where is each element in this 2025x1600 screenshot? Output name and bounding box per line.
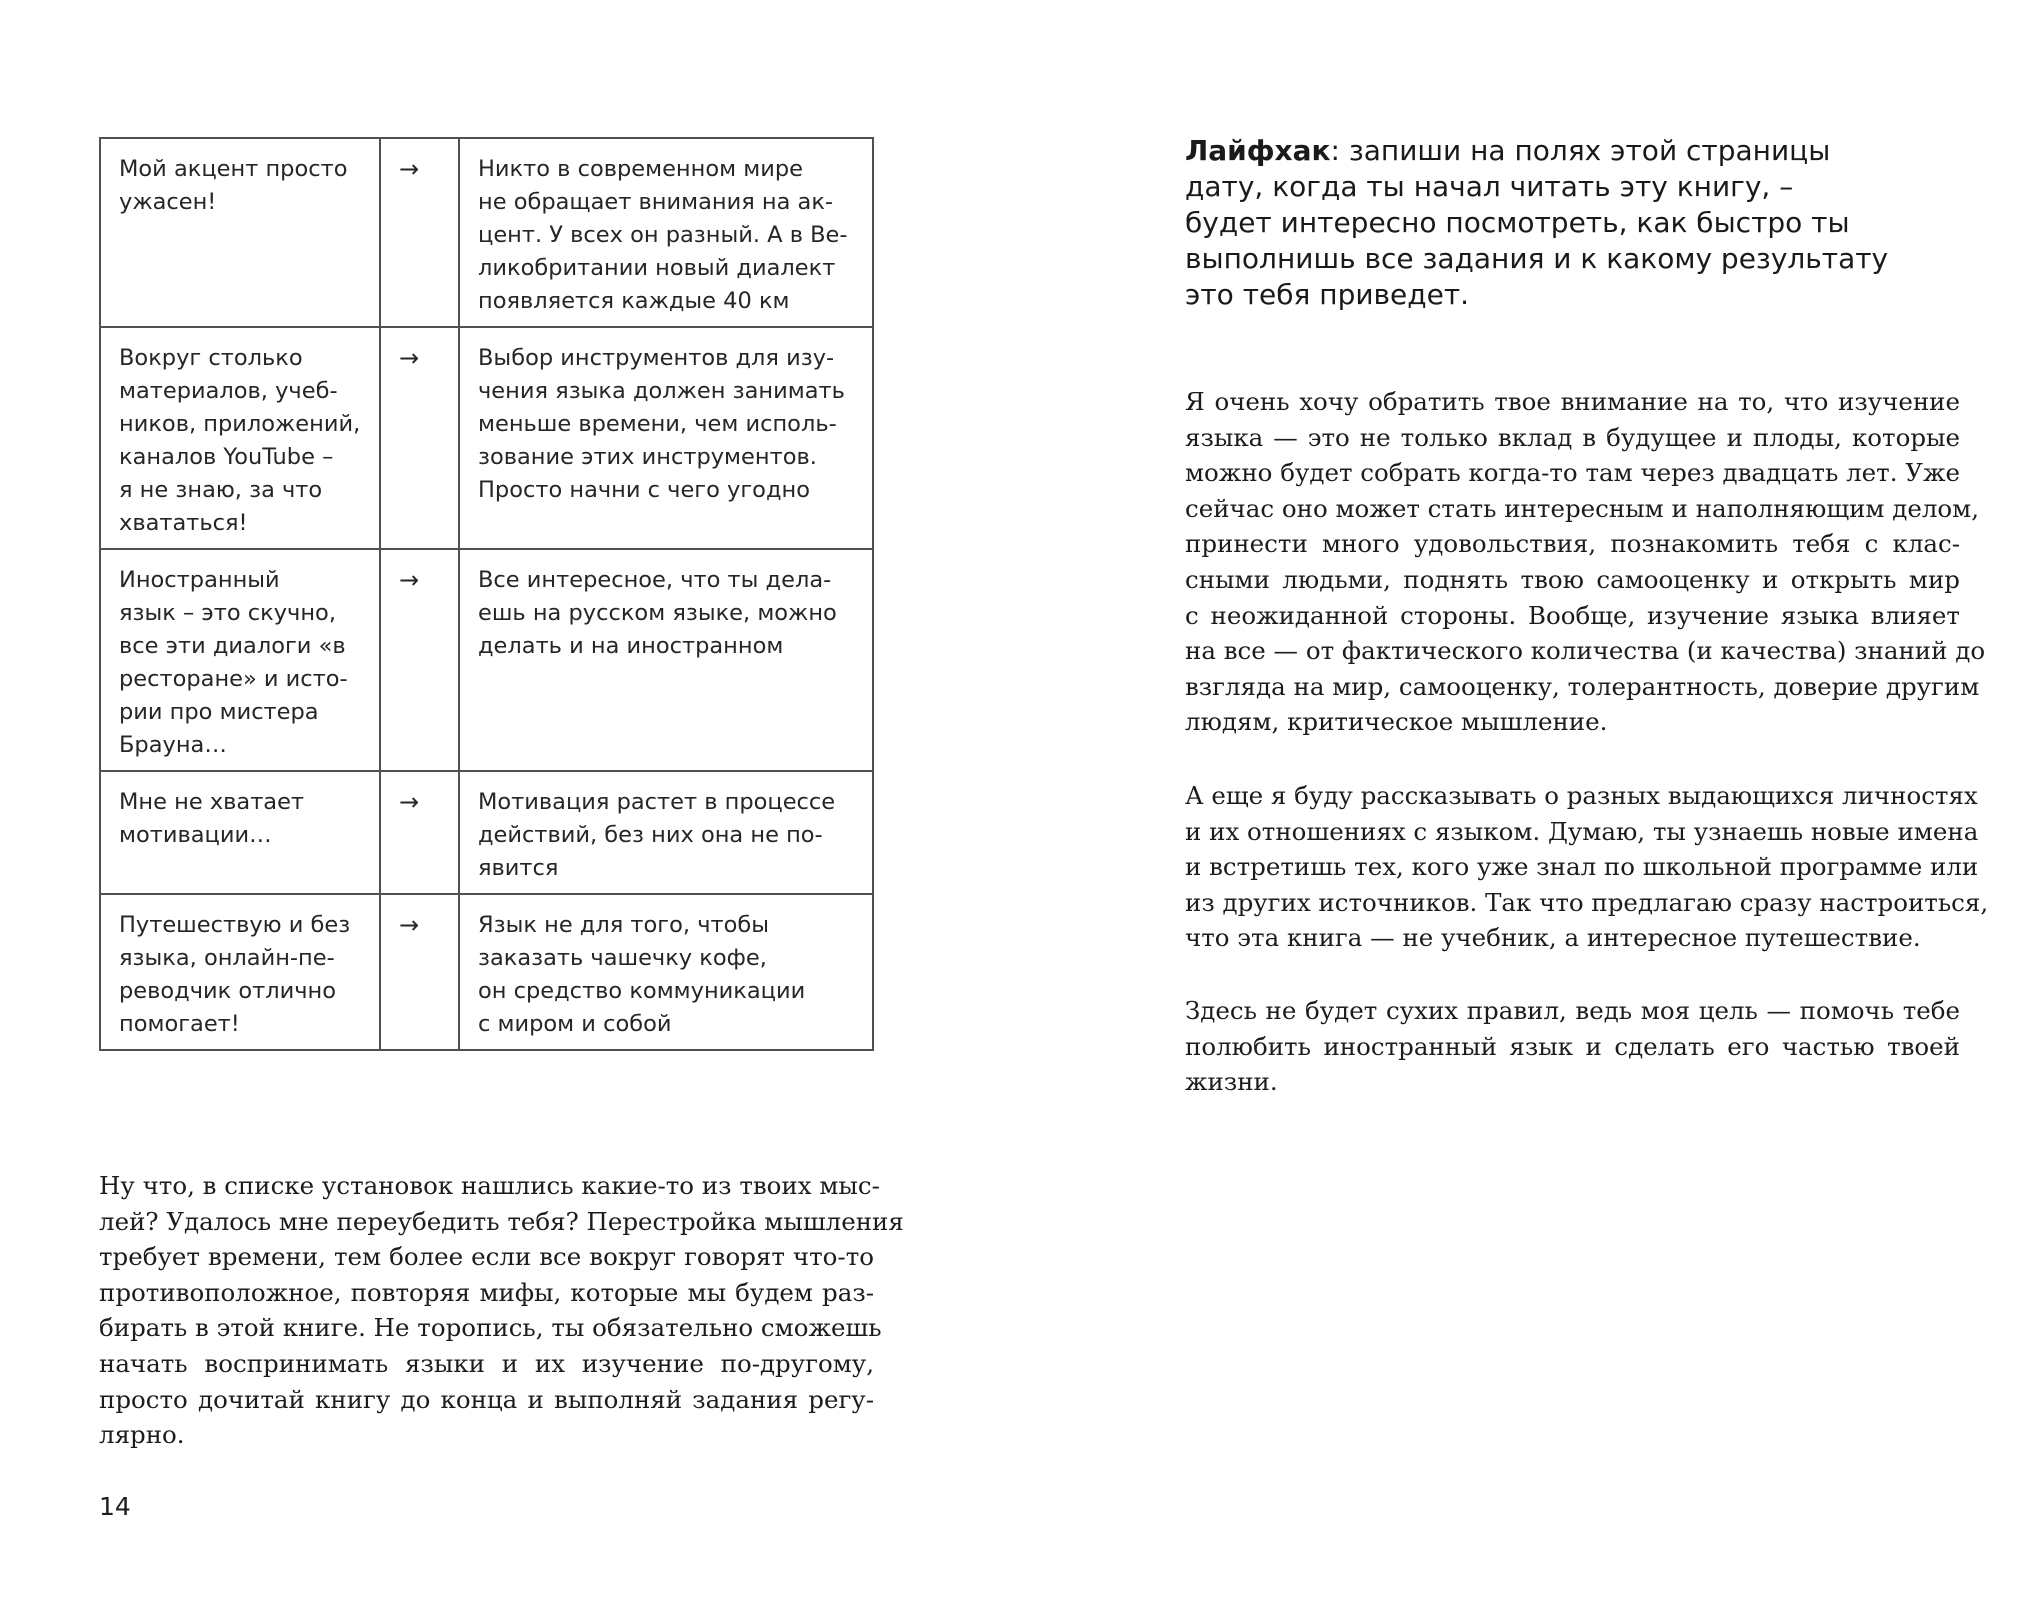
- paragraph-line: А еще я буду рассказывать о разных выдающихся личностях: [1185, 781, 1978, 810]
- myth-line: Мой акцент просто: [119, 156, 348, 182]
- arrow-right-icon: →: [399, 155, 420, 183]
- myth-line: язык – это скучно,: [119, 600, 336, 626]
- fact-line: ликобритании новый диалект: [478, 255, 836, 281]
- myth-line: хвататься!: [119, 510, 248, 536]
- paragraph-line: сными людьми, поднять твою самооценку и открыть мир: [1185, 564, 1960, 594]
- lifehack-callout: [1185, 133, 1945, 313]
- myth-cell: [100, 327, 380, 549]
- paragraph-line: противоположное, повторяя мифы, которые мы будем раз-: [99, 1277, 874, 1307]
- paragraph-line: сейчас оно может стать интересным и наполняющим делом,: [1185, 493, 1980, 523]
- myth-line: помогает!: [119, 1011, 240, 1037]
- fact-line: не обращает внимания на ак-: [478, 189, 834, 215]
- myth-line: Вокруг столько: [119, 345, 303, 371]
- myth-line: Путешествую и без: [119, 912, 351, 938]
- paragraph-line: жизни.: [1185, 1067, 1278, 1097]
- myth-line: материалов, учеб-: [119, 378, 338, 404]
- paragraph-line: взгляда на мир, самооценку, толерантность, доверие другим: [1185, 671, 1980, 701]
- fact-line: появляется каждые 40 км: [478, 288, 790, 314]
- fact-cell: [459, 549, 873, 771]
- fact-line: Никто в современном мире: [478, 156, 803, 182]
- arrow-cell: [380, 138, 459, 327]
- fact-line: чения языка должен занимать: [478, 378, 845, 404]
- myth-line: Мне не хватает: [119, 789, 305, 815]
- myth-line: все эти диалоги «в: [119, 633, 346, 659]
- myth-cell: [100, 894, 380, 1050]
- table-row: [100, 894, 873, 1050]
- paragraph-line: на все — от фактического количества (и качества) знаний до: [1185, 636, 1986, 666]
- paragraph-line: начать воспринимать языки и их изучение по-другому,: [99, 1348, 874, 1378]
- body-paragraph: [1185, 778, 1989, 956]
- myth-line: ников, приложений,: [119, 411, 361, 437]
- closing-paragraph: [99, 1168, 904, 1453]
- paragraph-line: можно будет собрать когда-то там через двадцать лет. Уже: [1185, 458, 1961, 488]
- paragraph-line: и их отношениях с языком. Думаю, ты узнаешь новые имена: [1185, 816, 1979, 846]
- fact-line: зование этих инструментов.: [478, 444, 817, 470]
- paragraph-line: из других источников. Так что предлагаю сразу настроиться,: [1185, 887, 1989, 917]
- paragraph-line: лей? Удалось мне переубедить тебя? Перестройка мышления: [99, 1206, 904, 1236]
- arrow-right-icon: →: [399, 788, 420, 816]
- table-row: [100, 771, 873, 894]
- paragraph-line: людям, критическое мышление.: [1185, 707, 1608, 737]
- lifehack-first-line-text: : запиши на полях этой страницы: [1330, 134, 1831, 167]
- myth-fact-table: [99, 137, 874, 1051]
- page-number: 14: [99, 1492, 131, 1521]
- body-paragraph: [1185, 384, 1986, 740]
- myth-line: мотивации…: [119, 822, 272, 848]
- paragraph-line: принести много удовольствия, познакомить тебя с клас-: [1185, 529, 1960, 559]
- fact-line: Просто начни с чего угодно: [478, 477, 810, 503]
- myth-line: каналов YouTube –: [119, 444, 334, 470]
- paragraph-line: Я очень хочу обратить твое внимание на то, что изучение: [1185, 387, 1960, 416]
- fact-cell: [459, 894, 873, 1050]
- table-row: [100, 138, 873, 327]
- arrow-cell: [380, 327, 459, 549]
- paragraph-line: Ну что, в списке установок нашлись какие-то из твоих мыс-: [99, 1171, 880, 1200]
- fact-line: ешь на русском языке, можно: [478, 600, 837, 626]
- lifehack-line: выполнишь все задания и к какому результату: [1185, 242, 1889, 275]
- fact-line: Язык не для того, чтобы: [478, 912, 770, 938]
- myth-line: языка, онлайн-пе-: [119, 945, 335, 971]
- fact-line: Все интересное, что ты дела-: [478, 567, 832, 593]
- myth-cell: [100, 771, 380, 894]
- lifehack-first-line: [1185, 133, 1945, 169]
- paragraph-line: языка — это не только вклад в будущее и плоды, которые: [1185, 422, 1960, 452]
- fact-line: он средство коммуникации: [478, 978, 806, 1004]
- paragraph-line: Здесь не будет сухих правил, ведь моя цель — помочь тебе: [1185, 996, 1960, 1025]
- fact-line: действий, без них она не по-: [478, 822, 823, 848]
- paragraph-line: требует времени, тем более если все вокруг говорят что-то: [99, 1242, 874, 1272]
- lifehack-label: Лайфхак: [1185, 134, 1331, 167]
- lifehack-line: будет интересно посмотреть, как быстро ты: [1185, 206, 1850, 239]
- paragraph-line: и встретишь тех, кого уже знал по школьной программе или: [1185, 852, 1979, 882]
- fact-cell: [459, 771, 873, 894]
- arrow-cell: [380, 549, 459, 771]
- paragraph-line: с неожиданной стороны. Вообще, изучение языка влияет: [1185, 600, 1960, 630]
- fact-line: делать и на иностранном: [478, 633, 784, 659]
- paragraph-line: полюбить иностранный язык и сделать его частью твоей: [1185, 1031, 1960, 1061]
- right-page: [1012, 0, 2025, 1600]
- arrow-cell: [380, 894, 459, 1050]
- fact-line: заказать чашечку кофе,: [478, 945, 767, 971]
- myth-cell: [100, 549, 380, 771]
- myth-line: ужасен!: [119, 189, 217, 215]
- arrow-cell: [380, 771, 459, 894]
- left-page: [0, 0, 1012, 1600]
- myth-line: реводчик отлично: [119, 978, 337, 1004]
- lifehack-line: это тебя приведет.: [1185, 278, 1470, 311]
- arrow-right-icon: →: [399, 911, 420, 939]
- myth-line: я не знаю, за что: [119, 477, 323, 503]
- fact-line: цент. У всех он разный. А в Ве-: [478, 222, 848, 248]
- paragraph-line: что эта книга — не учебник, а интересное путешествие.: [1185, 923, 1921, 953]
- fact-line: меньше времени, чем исполь-: [478, 411, 837, 437]
- fact-line: Мотивация растет в процессе: [478, 789, 836, 815]
- paragraph-line: бирать в этой книге. Не торопись, ты обязательно сможешь: [99, 1313, 882, 1343]
- myth-line: Брауна…: [119, 732, 227, 758]
- fact-line: явится: [478, 855, 559, 881]
- myth-line: ресторане» и исто-: [119, 666, 348, 692]
- body-paragraph: [1185, 993, 1960, 1100]
- fact-line: Выбор инструментов для изу-: [478, 345, 835, 371]
- table-row: [100, 327, 873, 549]
- arrow-right-icon: →: [399, 344, 420, 372]
- myth-line: рии про мистера: [119, 699, 319, 725]
- paragraph-line: просто дочитай книгу до конца и выполняй задания регу-: [99, 1384, 874, 1414]
- table-row: [100, 549, 873, 771]
- paragraph-line: лярно.: [99, 1420, 185, 1450]
- myth-line: Иностранный: [119, 567, 280, 593]
- fact-line: с миром и собой: [478, 1011, 672, 1037]
- myth-cell: [100, 138, 380, 327]
- lifehack-line: дату, когда ты начал читать эту книгу, –: [1185, 170, 1794, 203]
- arrow-right-icon: →: [399, 566, 420, 594]
- fact-cell: [459, 327, 873, 549]
- fact-cell: [459, 138, 873, 327]
